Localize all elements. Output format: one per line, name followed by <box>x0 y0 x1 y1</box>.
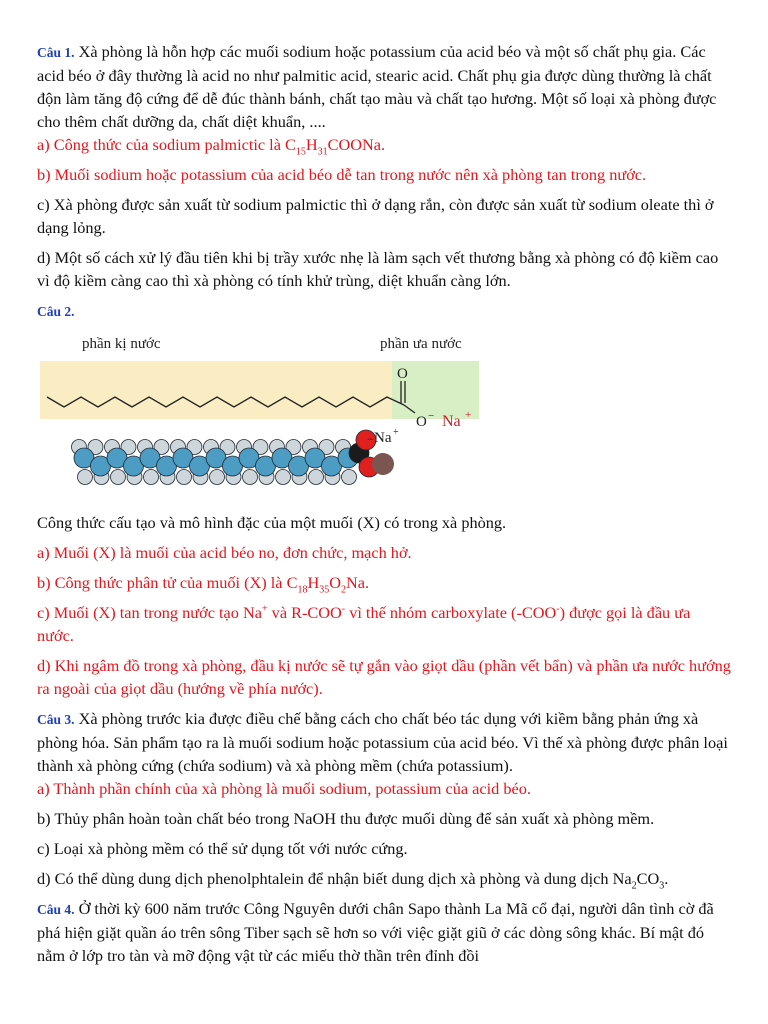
sodium-cation-label: Na <box>442 413 461 430</box>
hydrogen-atom <box>144 470 159 485</box>
question-2-label: Câu 2. <box>37 304 75 319</box>
model-carboxylate-charge: − <box>367 432 374 446</box>
question-1-statement-c: c) Xà phòng được sản xuất từ sodium palmictic thì ở dạng rắn, còn được sản xuất từ sodium oleate thì ở dạng lỏng. <box>37 195 714 237</box>
hydrophilic-label: phần ưa nước <box>380 336 462 352</box>
document-page <box>37 40 731 974</box>
question-1-intro: Câu 1. Xà phòng là hỗn hợp các muối sodium hoặc potassium của acid béo và một số chất phụ gia. Các acid béo ở đây thường là acid no như palmitic acid, stearic acid. Chất phụ gia được dùng thường là chất độn làm tăng độ cứng để dễ đúc thành bánh, chất tạo màu và chất tạo hương. Một số loại xà phòng được cho thêm chất dưỡng da, chất diệt khuẩn, .... <box>37 42 717 131</box>
model-sodium-charge: + <box>393 427 399 438</box>
question-4-intro: Câu 4. Ở thời kỳ 600 năm trước Công Nguyên dưới chân Sapo thành La Mã cổ đại, người dân tình cờ đã phá hiện giặt quần áo trên sông Tiber sạch sẽ hơn so với việc giặt giũ ở các dòng sông khác. Bí mật đó nằm ở lớp tro tàn và mỡ động vật từ các miếu thờ thần trên đỉnh đồi <box>37 899 714 965</box>
carbonyl-oxygen-atom: O <box>397 366 408 382</box>
question-2-statement-b: b) Công thức phân tử của muối (X) là $C_{18}H_{35}O_2Na$. <box>37 573 370 596</box>
hydrogen-atom <box>111 470 126 485</box>
hydrogen-atom <box>276 470 291 485</box>
hydrogen-atom <box>309 470 324 485</box>
hydrogen-atom <box>243 470 258 485</box>
carboxylate-oxygen-atom: O <box>416 414 427 430</box>
space-filling-model <box>72 430 380 485</box>
hydrogen-atom <box>342 470 357 485</box>
question-1-statement-d: d) Một số cách xử lý đầu tiên khi bị trầy xước nhẹ là làm sạch vết thương bằng xà phòng có độ kiềm cao vì độ kiềm càng cao thì xà phòng có tính khử trùng, diệt khuẩn càng lớn. <box>37 248 719 290</box>
question-1-statement-b: b) Muối sodium hoặc potassium của acid béo dễ tan trong nước nên xà phòng tan trong nước. <box>37 165 647 184</box>
hydrogen-atom <box>210 470 225 485</box>
question-3-label: Câu 3. <box>37 712 75 727</box>
question-2-heading <box>37 299 731 323</box>
question-4-label: Câu 4. <box>37 902 75 917</box>
hydrophobic-label: phần kị nước <box>82 336 161 352</box>
question-1-statement-a: a) Công thức của sodium palmictic là $C_{15}H_{31}COONa$. <box>37 135 386 158</box>
soap-molecule-figure <box>37 331 497 491</box>
question-3-statement-d: d) Có thể dùng dung dịch phenolphtalein để nhận biết dung dịch xà phòng và dung dịch $Na_2CO_3$. <box>37 869 669 892</box>
question-2-statement-a: a) Muối (X) là muối của acid béo no, đơn chức, mạch hở. <box>37 543 412 562</box>
sodium-cation-charge: + <box>465 409 472 421</box>
question-2-statement-c: c) Muối (X) tan trong nước tạo Na+ và R-COO- vì thế nhóm carboxylate (-COO-) được gọi là đầu ưa nước. <box>37 603 691 645</box>
figure-caption: Công thức cấu tạo và mô hình đặc của một muối (X) có trong xà phòng. <box>37 513 507 532</box>
question-2-statement-d: d) Khi ngâm đồ trong xà phòng, đầu kị nước sẽ tự gắn vào giọt dầu (phần vết bẩn) và phần ưa nước hướng ra ngoài của giọt dầu (hướng về phía nước). <box>37 656 731 698</box>
question-1-label: Câu 1. <box>37 45 75 60</box>
hydrophobic-region <box>40 361 392 419</box>
hydrogen-atom <box>78 470 93 485</box>
question-3-statement-c: c) Loại xà phòng mềm có thể sử dụng tốt với nước cứng. <box>37 839 408 858</box>
hydrogen-atom <box>177 470 192 485</box>
sodium-ion-sphere <box>372 453 394 475</box>
question-3-intro: Câu 3. Xà phòng trước kia được điều chế bằng cách cho chất béo tác dụng với kiềm bằng phản ứng xà phòng hóa. Sản phẩm tạo ra là muối sodium hoặc potassium của acid béo. Vì thế xà phòng được phân loại thành xà phòng cứng (chứa sodium) và xà phòng mềm (chứa potassium). <box>37 709 728 775</box>
soap-molecule-diagram <box>37 331 497 491</box>
question-3-statement-b: b) Thủy phân hoàn toàn chất béo trong NaOH thu được muối dùng để sản xuất xà phòng mềm. <box>37 809 655 828</box>
model-sodium-label: Na <box>374 430 392 446</box>
carboxylate-charge: − <box>428 410 435 422</box>
question-3-statement-a: a) Thành phần chính của xà phòng là muối sodium, potassium của acid béo. <box>37 779 531 798</box>
